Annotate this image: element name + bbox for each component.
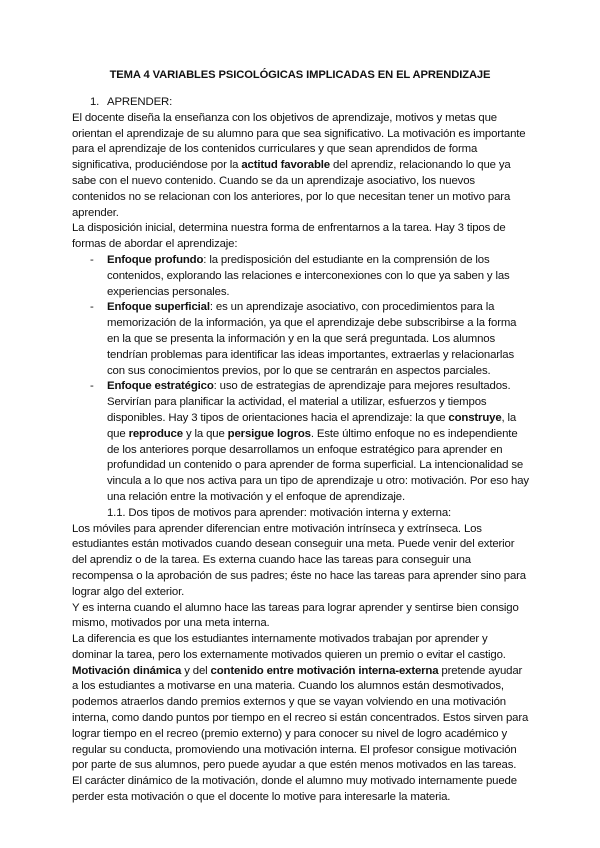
- list-item-deep: [72, 253, 530, 300]
- list-item-text: . Este último enfoque no es independiente de los anteriores porque desarrollamos un enfoque estratégico para aprender en profundidad un contenido o para aprender de forma superficial. La intencionalidad se vincula a lo que nos activa para un tipo de aprendizaje u otro: motivación. Por eso hay una relación entre la motivación y el enfoque de aprendizaje.: [107, 427, 529, 503]
- list-item-text: : la predisposición del estudiante en la comprensión de los contenidos, explorando las relaciones e interconexiones con lo que ya saben y las experiencias personales.: [107, 253, 510, 298]
- dash-marker: -: [90, 380, 94, 393]
- bold-term: construye: [448, 411, 502, 424]
- paragraph-difference: La diferencia es que los estudiantes internamente motivados trabajan por aprender y dominar la tarea, pero los externamente motivados quieren un premio o evitar el castigo.: [72, 633, 506, 661]
- section-number: 1.: [90, 96, 100, 108]
- paragraph-text: del aprendiz, relacionando lo que ya sabe con el nuevo contenido. Cuando se da un aprendizaje asociativo, los nuevos contenidos no se relacionan con los anteriores, por lo que necesitan tener un motivo para aprender.: [72, 159, 511, 219]
- paragraph-disposition: La disposición inicial, determina nuestra forma de enfrentarnos a la tarea. Hay 3 tipos de formas de abordar el aprendizaje:: [72, 222, 506, 251]
- bold-term: persigue logros: [227, 427, 311, 440]
- list-item-strategic: [72, 379, 530, 505]
- bold-term: Motivación dinámica: [72, 664, 182, 677]
- paragraph-motives: Los móviles para aprender diferencian entre motivación intrínseca y extrínseca. Los estudiantes están motivados cuando desean conseguir una meta. Puede venir del exterior del aprendiz o de la tarea. Es externa cuando hace las tareas para conseguir una recompensa o la aprobación de sus padres; éste no hace las tareas para aprender sino para lograr algo del exterior.: [72, 522, 526, 598]
- approach-list: [72, 253, 530, 506]
- list-item-text: , la que: [107, 411, 517, 440]
- paragraph-text: y del: [181, 664, 211, 677]
- bold-term: Enfoque estratégico: [107, 380, 214, 393]
- paragraph-text: pretende ayudar a los estudiantes a motivarse en una materia. Cuando los alumnos están desmotivados, podemos atraerlos dando premios externos y que se vayan volviendo en una motivación interna, como dando puntos por tiempo en el recreo si están concentrados. Estos sirven para lograr tiempo en el recreo (premio externo) y para conocer su nivel de logro académico y regular su conducta, promoviendo una motivación interna. El profesor consigue motivación por parte de sus alumnos, pero puede ayudar a que estén menos motivados en las tareas.: [72, 664, 529, 772]
- document-body: [72, 95, 530, 806]
- bold-term: actitud favorable: [241, 159, 330, 172]
- subsection-heading: [72, 506, 530, 522]
- list-item-text: y la que: [182, 427, 228, 440]
- subsection-heading-text: Dos tipos de motivos para aprender: motivación interna y externa:: [128, 506, 452, 519]
- paragraph-internal: Y es interna cuando el alumno hace las tareas para lograr aprender y sentirse bien consigo mismo, motivados por una meta interna.: [72, 601, 519, 630]
- paragraph-text: El docente diseña la enseñanza con los objetivos de aprendizaje, motivos y metas que orientan el aprendizaje de su alumno para que sea significativo. La motivación es importante para el aprendizaje de los contenidos curriculares y que sean aprendidos de forma significativa, produciéndose por la: [72, 111, 526, 172]
- paragraph-intro: [72, 111, 530, 222]
- subsection-number: 1.1.: [107, 506, 126, 519]
- section-heading-text: APRENDER:: [107, 96, 173, 108]
- document-title: TEMA 4 VARIABLES PSICOLÓGICAS IMPLICADAS EN EL APRENDIZAJE: [109, 69, 491, 81]
- list-item-surface: [72, 300, 530, 379]
- bold-term: contenido entre motivación interna-externa: [210, 664, 439, 677]
- bold-term: reproduce: [128, 427, 183, 440]
- list-item-text: : es un aprendizaje asociativo, con procedimientos para la memorización de la información, ya que el aprendizaje debe subscribirse a la forma en la que se presenta la información y en la que será preguntada. Los alumnos tendrían problemas para identificar las ideas importantes, extraerlas y relacionarlas con sus conocimientos previos, por lo que se centrarán en aspectos parciales.: [107, 301, 517, 377]
- list-item-text: : uso de estrategias de aprendizaje para mejores resultados. Servirían para planificar la actividad, el material a utilizar, esfuerzos y tiempos disponibles. Hay 3 tipos de orientaciones hacia el aprendizaje: la que: [107, 380, 511, 424]
- bold-term: Enfoque profundo: [107, 253, 204, 266]
- section-heading: [72, 95, 530, 111]
- paragraph-character: El carácter dinámico de la motivación, donde el alumno muy motivado internamente puede perder esta motivación o que el docente lo motive para interesarle la materia.: [72, 775, 517, 804]
- paragraph-dynamic: [72, 664, 530, 775]
- bold-term: Enfoque superficial: [107, 301, 210, 314]
- dash-marker: -: [90, 301, 94, 314]
- dash-marker: -: [90, 253, 94, 266]
